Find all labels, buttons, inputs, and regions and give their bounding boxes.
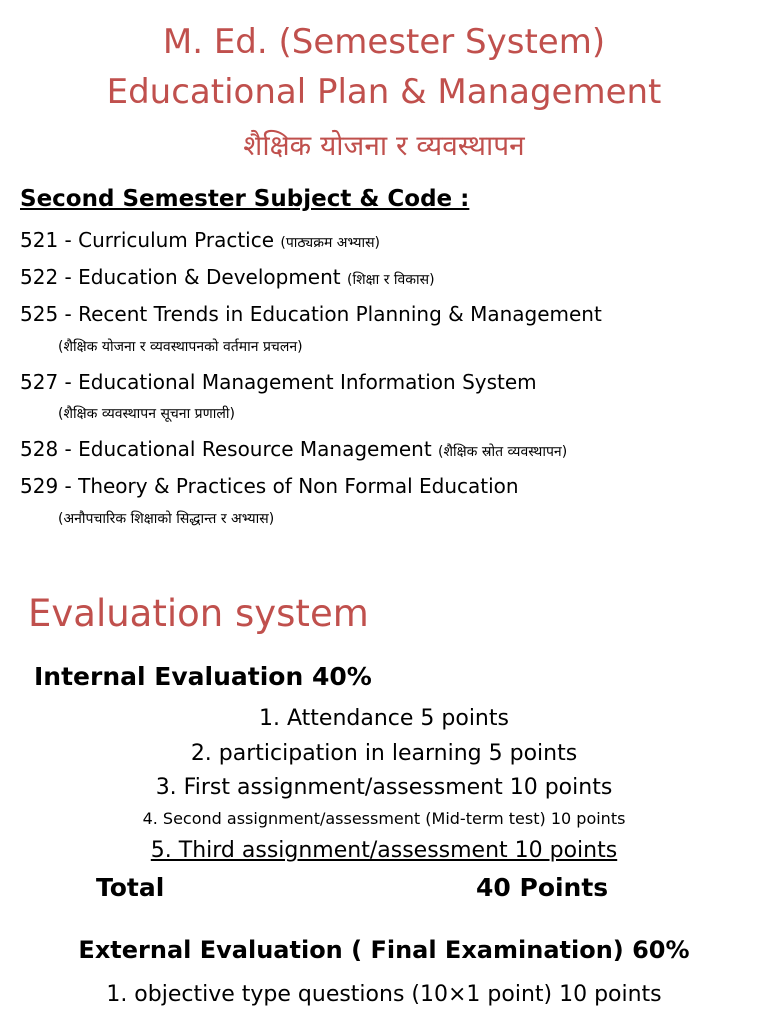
title-program: M. Ed. (Semester System)	[162, 22, 606, 62]
subject-item	[20, 474, 519, 498]
total-label: Total	[96, 873, 165, 902]
subject-nepali: (शैक्षिक स्रोत व्यवस्थापन)	[438, 444, 568, 460]
title-course-nepali: शैक्षिक योजना र व्यवस्थापन	[243, 129, 525, 162]
external-item: 1. objective type questions (10×1 point) 10 points	[106, 982, 662, 1007]
internal-item: 5. Third assignment/assessment 10 points	[150, 838, 618, 863]
subject-item	[20, 437, 567, 461]
subject-nepali: (शैक्षिक योजना र व्यवस्थापनको वर्तमान प्रचलन)	[58, 339, 303, 355]
internal-evaluation-heading: Internal Evaluation 40%	[34, 662, 372, 691]
evaluation-title: Evaluation system	[28, 592, 369, 635]
subject-title: 528 - Educational Resource Management	[20, 437, 432, 461]
external-evaluation-heading: External Evaluation ( Final Examination) 60%	[78, 936, 690, 964]
subject-title: 529 - Theory & Practices of Non Formal Education	[20, 474, 519, 498]
subject-nepali: (शैक्षिक व्यवस्थापन सूचना प्रणाली)	[58, 406, 235, 422]
subject-title: 525 - Recent Trends in Education Planning & Management	[20, 302, 602, 326]
subject-title: 527 - Educational Management Information System	[20, 370, 537, 394]
internal-item: 4. Second assignment/assessment (Mid-term test) 10 points	[142, 809, 626, 828]
subjects-heading: Second Semester Subject & Code :	[20, 186, 470, 212]
subject-item	[20, 228, 380, 252]
subject-nepali: (शिक्षा र विकास)	[346, 272, 435, 288]
subject-nepali: (पाठ्यक्रम अभ्यास)	[280, 235, 381, 251]
subject-title: 521 - Curriculum Practice	[20, 228, 275, 252]
internal-item: 1. Attendance 5 points	[259, 706, 509, 731]
title-course: Educational Plan & Management	[106, 72, 662, 112]
subject-title: 522 - Education & Development	[20, 265, 341, 289]
internal-item: 3. First assignment/assessment 10 points	[155, 775, 613, 800]
subject-nepali: (अनौपचारिक शिक्षाको सिद्धान्त र अभ्यास)	[58, 511, 275, 527]
internal-item: 2. participation in learning 5 points	[190, 741, 578, 766]
subject-item	[20, 265, 435, 289]
total-value: 40 Points	[476, 873, 609, 902]
subject-item	[20, 302, 602, 326]
subject-item	[20, 370, 537, 394]
